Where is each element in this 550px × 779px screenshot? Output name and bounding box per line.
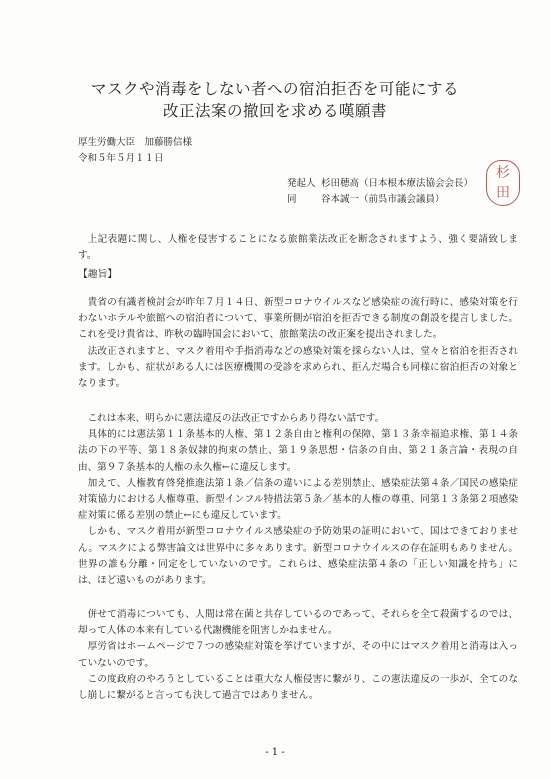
paragraph: しかも、マスク着用が新型コロナウイルス感染症の予防効果の証明において、国はできておりません。マスクによる弊害論文は世界中に多々あります。新型コロナウイルスの存在証明もありません。世界の誰も分離・同定をしていないのです。これらは、感染症法第４条の「正しい知識を持ち」には、ほど遠いものがあります。 [78,526,518,587]
seal-char: 田 [496,185,510,201]
intro-text: 上記表題に関し、人権を侵害することになる旅館業法改正を断念されますよう、強く要請致します。 [78,234,518,262]
intro-paragraph [78,232,518,264]
seal-char: 杉 [496,165,510,181]
title-line-1: マスクや消毒をしない者への宿泊拒否を可能にする [90,80,459,98]
section-heading: 【趣旨】 [78,269,118,280]
sender-role: 発起人 [287,178,316,189]
recipient: 厚生労働大臣 加藤勝信様 [78,137,193,148]
addressee-block [78,135,192,167]
sender-name: 谷本誠一（前呉市議会議員） [321,194,445,205]
paragraph: これは本来、明らかに憲法違反の法改正ですからあり得ない話です。 [87,413,385,424]
page-number: - 1 - [265,747,285,758]
paragraph: 法改正されますと、マスク着用や手指消毒などの感染対策を採らない人は、堂々と宿泊を拒否されます。しかも、症状がある人には医療機関の受診を求められ、拒んだ場合も同様に宿泊拒否の対象となります。 [78,345,518,390]
seal-stamp [486,160,520,206]
sender-row [287,176,473,192]
section-2 [78,411,518,589]
paragraph: 貴省の有識者検討会が昨年７月１４日、新型コロナウイルスなど感染症の流行時に、感染対策を行わないホテルや旅館への宿泊者について、事業所側が宿泊を拒否できる制度の創設を提言しました。これを受け貴省は、昨秋の臨時国会において、旅館業法の改正案を提出されました。 [78,297,518,341]
sender-name: 杉田穂高（日本根本療法協会会長） [321,178,474,189]
title-line-2: 改正法案の撤回を求める嘆願書 [162,102,387,120]
paragraph: 加えて、人権教育啓発推進法第１条／信条の違いによる差別禁止、感染症法第４条／国民の感染症対策協力における人権尊重、新型インフル特措法第５条／基本的人権の尊重、同第１３条第２項感染症対策に係る差別の禁止←にも違反しています。 [78,477,518,522]
paragraph: 厚労省はホームページで７つの感染症対策を挙げていますが、その中にはマスク着用と消毒は入っていないのです。 [78,641,518,669]
sender-block [287,176,473,208]
document-title [40,78,510,122]
section-3 [78,607,518,704]
paragraph: 具体的には憲法第１１条基本的人権、第１２条自由と権利の保障、第１３条幸福追求権、第１４条法の下の平等、第１８条奴隷的拘束の禁止、第１９条思想・信条の自由、第２１条言論・表現の自由、第９７条基本的人権の永久権←に違反します。 [78,429,518,473]
sender-role: 同 [287,194,297,205]
paragraph: この度政府のやろうとしていることは重大な人権侵害に繋がり、この憲法違反の一歩が、全てのなし崩しに繋がると言っても決して過言ではありません。 [78,673,518,702]
date: 令和５年５月１１日 [78,153,164,164]
sender-row [287,192,473,208]
section-1 [78,295,518,392]
paragraph: 併せて消毒についても、人間は常在菌と共存しているのであって、それらを全て殺菌するのでは、却って人体の本来有している代謝機能を阻害しかねません。 [78,609,518,637]
